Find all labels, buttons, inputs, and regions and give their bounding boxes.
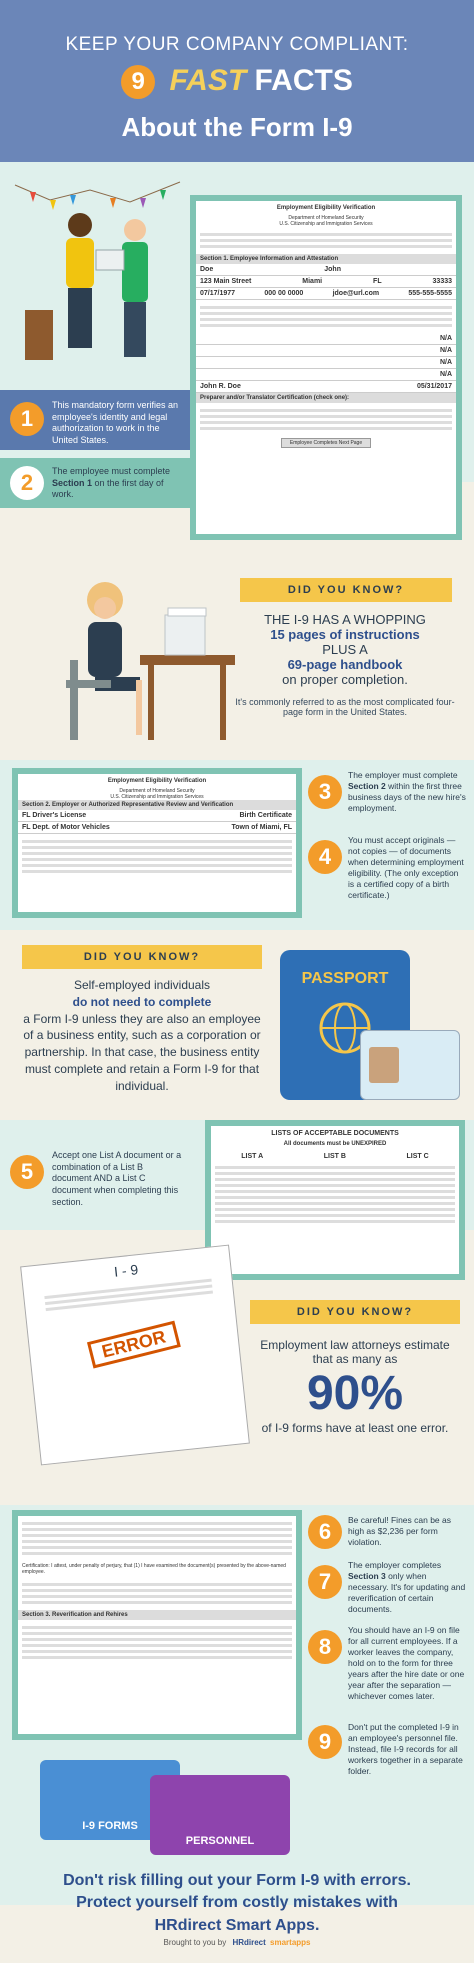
list-a-header: LIST A — [241, 1153, 264, 1160]
dyk2-post: a Form I-9 unless they are also an employee of a business entity, such as a corporation or partnership. In that case, the business entity must complete and retain a Form I-9 for that individual. — [23, 1011, 261, 1093]
id-photo-icon — [369, 1047, 399, 1083]
dyk1-line3: on proper completion. — [282, 672, 408, 687]
fact6-text: Be careful! Fines can be as high as $2,236 per form violation. — [348, 1515, 452, 1548]
brought-by: Brought to you by — [163, 1938, 227, 1947]
fact5-text: Accept one List A document or a combination of a List B document AND a List C document when completing this section. — [52, 1150, 182, 1207]
fact4-number: 4 — [308, 840, 342, 874]
form-na-row2: N/A — [196, 345, 456, 357]
form2-lines — [18, 834, 296, 879]
dyk1-bold2: 69-page handbook — [287, 657, 403, 672]
folder1-label: I-9 FORMS — [82, 1820, 138, 1832]
i9-form-section2 — [12, 768, 302, 918]
lists-subtitle: All documents must be UNEXPIRED — [283, 1141, 387, 1147]
fact4-text: You must accept originals — not copies — of documents when determining employment eligibility. (The only exception is a certified copy of a birth certificate.) — [348, 835, 464, 901]
celebration-illustration — [10, 170, 190, 370]
brand-smartapps[interactable]: smartapps — [270, 1938, 311, 1947]
acceptable-documents-list — [205, 1120, 465, 1280]
dyk2-title: DID YOU KNOW? — [22, 945, 262, 969]
header-title — [0, 64, 474, 99]
id-card-illustration — [360, 1030, 460, 1100]
fact5-number: 5 — [10, 1155, 44, 1189]
dyk3-line1: Employment law attorneys estimate that as many as — [260, 1338, 450, 1366]
form2-issuer-row: FL Dept. of Motor Vehicles Town of Miami, FL — [18, 822, 296, 834]
header-facts: FACTS — [254, 64, 353, 97]
form-instructions — [196, 227, 456, 254]
dyk3-box — [250, 1300, 460, 1435]
form-na-row1: N/A — [196, 333, 456, 345]
lists-lines — [211, 1160, 459, 1229]
dyk1-bold1: 15 pages of instructions — [270, 627, 420, 642]
form2-agency: U.S. Citizenship and Immigration Services — [110, 794, 204, 800]
footer-line3: HRdirect Smart Apps. — [154, 1916, 320, 1934]
form3-lines-mid — [18, 1577, 296, 1610]
dyk3-body — [250, 1338, 460, 1435]
form2-title: Employment Eligibility Verification — [107, 778, 207, 784]
dyk1-body — [225, 612, 465, 717]
fact8-text: You should have an I-9 on file for all current employees. If a worker leaves the company, hold on to the form for three years after the hire date or one year after the separation — whichever comes later. — [348, 1625, 465, 1702]
i9-form-section1 — [190, 195, 462, 540]
dyk3-line2: of I-9 forms have at least one error. — [261, 1421, 449, 1435]
footer-line2: Protect yourself from costly mistakes with — [76, 1894, 398, 1912]
form3-section: Section 3. Reverification and Rehires — [18, 1610, 296, 1620]
dyk2-pre: Self-employed individuals — [73, 978, 211, 992]
form-na-row3: N/A — [196, 357, 456, 369]
form-dob-row: 07/17/1977 000 00 0000 jdoe@url.com 555-555-5555 — [196, 288, 456, 300]
footer-cta — [10, 1870, 464, 1937]
passport-label: PASSPORT — [301, 970, 389, 987]
fact3-text: The employer must complete Section 2 within the first three business days of the new hire's employment. — [348, 770, 466, 814]
dyk1-line1: THE I-9 HAS A WHOPPING — [264, 612, 426, 627]
fact7-text: The employer completes Section 3 only when necessary. It's for updating and reverification of certain documents. — [348, 1560, 466, 1615]
form-signature-row: John R. Doe 05/31/2017 — [196, 381, 456, 393]
form-section-title: Section 1. Employee Information and Attestation — [196, 254, 456, 264]
list-c-header: LIST C — [406, 1153, 429, 1160]
form2-doc-row: FL Driver's License Birth Certificate — [18, 810, 296, 822]
fact1-number: 1 — [10, 402, 44, 436]
dyk3-big: 90% — [306, 1367, 404, 1420]
form-address-row: 123 Main Street Miami FL 33333 — [196, 276, 456, 288]
dyk2-bold: do not need to complete — [72, 994, 212, 1009]
form-title: Employment Eligibility Verification — [276, 205, 376, 211]
dyk3-title: DID YOU KNOW? — [250, 1300, 460, 1324]
header-banner — [0, 0, 474, 162]
form-preparer-title: Preparer and/or Translator Certification (check one): — [196, 393, 456, 403]
form3-cert: Certification: I attest, under penalty of perjury, that (1) I have examined the document(s) presented by the above-named employee. — [22, 1563, 286, 1575]
dyk1-line2: PLUS A — [322, 642, 368, 657]
personnel-folder — [150, 1775, 290, 1855]
lists-title: LISTS OF ACCEPTABLE DOCUMENTS — [271, 1130, 399, 1137]
footer-line1: Don't risk filling out your Form I-9 with errors. — [63, 1872, 411, 1889]
dyk1-small: It's commonly referred to as the most complicated four-page form in the United States. — [235, 697, 455, 717]
error-stamp: ERROR — [87, 1321, 181, 1369]
header-number: 9 — [121, 65, 155, 99]
fact9-text: Don't put the completed I-9 in an employee's personnel file. Instead, file I-9 records for all workers together in a separate folder. — [348, 1722, 463, 1777]
header-line1: KEEP YOUR COMPANY COMPLIANT: — [65, 34, 409, 55]
woman-paperwork-illustration — [40, 560, 240, 750]
form3-lines-bottom — [18, 1620, 296, 1665]
form-attestation — [196, 300, 456, 333]
fact1-text: This mandatory form verifies an employee's identity and legal authorization to work in the United States. — [52, 400, 179, 446]
fact6-number: 6 — [308, 1515, 342, 1549]
list-b-header: LIST B — [323, 1153, 346, 1160]
fact7-number: 7 — [308, 1565, 342, 1599]
form2-dept: Department of Homeland Security — [119, 788, 195, 794]
fact3-number: 3 — [308, 775, 342, 809]
form-dept: Department of Homeland Security — [288, 215, 364, 221]
fact2-number: 2 — [10, 466, 44, 500]
dyk1-title: DID YOU KNOW? — [240, 578, 452, 602]
i9-form-section3 — [12, 1510, 302, 1740]
header-subtitle: About the Form I-9 — [121, 112, 353, 142]
fact9-number: 9 — [308, 1725, 342, 1759]
header-fast: FAST — [169, 64, 247, 97]
form-na-row4: N/A — [196, 369, 456, 381]
fact8-number: 8 — [308, 1630, 342, 1664]
brand-hrdirect[interactable]: HRdirect — [232, 1938, 266, 1947]
form-name-row: Doe John — [196, 264, 456, 276]
fact2-text: The employee must complete Section 1 on the first day of work. — [52, 466, 171, 500]
form-preparer-lines — [196, 403, 456, 436]
folder2-label: PERSONNEL — [185, 1835, 255, 1847]
footer-brand — [0, 1938, 474, 1947]
form2-section: Section 2. Employer or Authorized Representative Review and Verification — [18, 800, 296, 810]
form3-lines-top — [18, 1516, 296, 1561]
dyk2-body — [22, 977, 262, 1095]
i9-error-graphic — [20, 1245, 250, 1466]
i9-graphic-label: I - 9 — [113, 1261, 139, 1280]
dyk2-box — [22, 945, 262, 1095]
lists-columns — [211, 1153, 459, 1160]
form-agency: U.S. Citizenship and Immigration Services — [279, 221, 373, 227]
employee-next-page-button[interactable]: Employee Completes Next Page — [281, 438, 371, 448]
